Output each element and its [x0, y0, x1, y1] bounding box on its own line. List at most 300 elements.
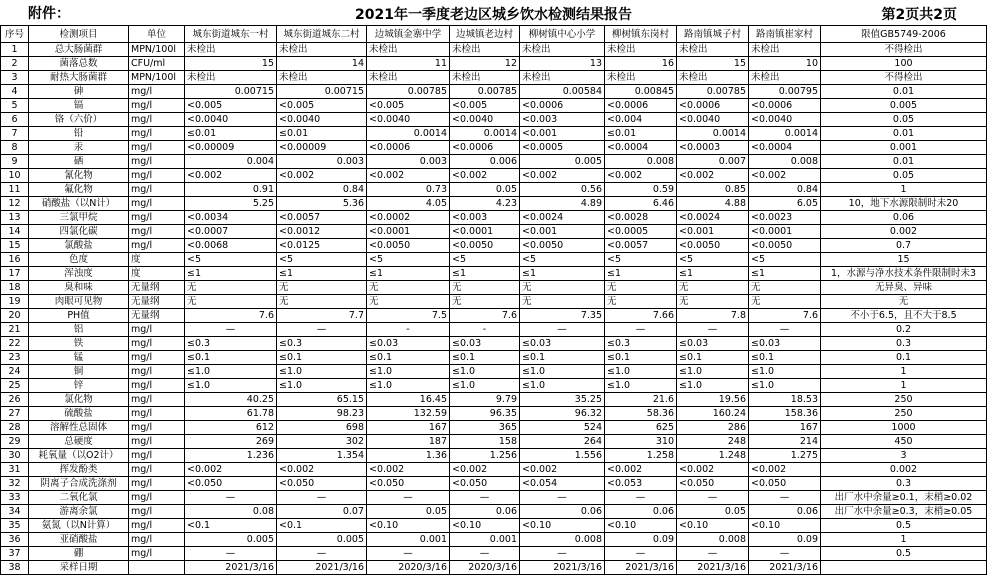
- table-row: [1, 43, 987, 57]
- result-cell: <0.002: [367, 169, 450, 183]
- unit-cell: mg/l: [129, 533, 185, 547]
- row-number: 24: [1, 365, 29, 379]
- result-cell: 1.258: [605, 449, 677, 463]
- result-cell: 0.09: [749, 533, 821, 547]
- result-cell: 无: [367, 281, 450, 295]
- result-cell: ≤1.0: [277, 379, 367, 393]
- limit-cell: 15: [821, 253, 987, 267]
- result-cell: <0.0023: [749, 211, 821, 225]
- result-cell: 16: [605, 57, 677, 71]
- result-cell: 1.236: [185, 449, 277, 463]
- result-cell: 0.003: [277, 155, 367, 169]
- result-cell: 0.008: [520, 533, 605, 547]
- result-cell: <0.0057: [277, 211, 367, 225]
- table-row: [1, 477, 987, 491]
- result-cell: <0.0125: [277, 239, 367, 253]
- limit-cell: 出厂水中余量≥0.3，末梢≥0.05: [821, 505, 987, 519]
- result-cell: ≤1: [185, 267, 277, 281]
- result-cell: 5.36: [277, 197, 367, 211]
- limit-cell: 0.05: [821, 169, 987, 183]
- result-cell: ≤0.1: [520, 351, 605, 365]
- result-cell: <0.0006: [605, 99, 677, 113]
- result-cell: 2021/3/16: [185, 561, 277, 575]
- result-cell: —: [677, 323, 749, 337]
- test-item: 硼: [29, 547, 129, 561]
- result-cell: <0.002: [277, 463, 367, 477]
- result-cell: 286: [677, 421, 749, 435]
- result-cell: 0.00715: [185, 85, 277, 99]
- attachment-label: 附件：: [28, 6, 70, 22]
- result-cell: 9.79: [450, 393, 520, 407]
- result-cell: —: [520, 323, 605, 337]
- result-cell: <0.002: [185, 169, 277, 183]
- test-item: 氟化物: [29, 183, 129, 197]
- column-header: 边城镇金寨中学: [367, 26, 450, 43]
- result-cell: ≤1.0: [520, 365, 605, 379]
- result-cell: <0.10: [520, 519, 605, 533]
- result-cell: 1.275: [749, 449, 821, 463]
- test-item: 镉: [29, 99, 129, 113]
- unit-cell: CFU/ml: [129, 57, 185, 71]
- result-cell: <5: [367, 253, 450, 267]
- result-cell: —: [749, 491, 821, 505]
- result-cell: ≤0.03: [677, 337, 749, 351]
- result-cell: ≤1.0: [605, 379, 677, 393]
- result-cell: ≤1: [450, 267, 520, 281]
- limit-cell: 100: [821, 57, 987, 71]
- result-cell: 未检出: [367, 71, 450, 85]
- test-item: 汞: [29, 141, 129, 155]
- result-cell: 7.6: [450, 309, 520, 323]
- result-cell: 未检出: [277, 71, 367, 85]
- result-cell: 15: [677, 57, 749, 71]
- table-row: [1, 169, 987, 183]
- table-row: [1, 211, 987, 225]
- table-row: [1, 253, 987, 267]
- result-cell: 未检出: [605, 43, 677, 57]
- result-cell: <0.050: [677, 477, 749, 491]
- result-cell: —: [520, 491, 605, 505]
- result-cell: <0.005: [367, 99, 450, 113]
- result-cell: 58.36: [605, 407, 677, 421]
- result-cell: 0.00584: [520, 85, 605, 99]
- row-number: 18: [1, 281, 29, 295]
- unit-cell: mg/l: [129, 519, 185, 533]
- table-row: [1, 351, 987, 365]
- limit-cell: 1，水源与净水技术条件限制时未3: [821, 267, 987, 281]
- result-cell: 302: [277, 435, 367, 449]
- result-cell: <0.004: [605, 113, 677, 127]
- result-cell: <0.002: [520, 463, 605, 477]
- unit-cell: [129, 561, 185, 575]
- unit-cell: mg/l: [129, 393, 185, 407]
- result-cell: 无: [677, 281, 749, 295]
- unit-cell: mg/l: [129, 463, 185, 477]
- result-cell: <0.002: [749, 169, 821, 183]
- test-item: 耗氧量（以O2计）: [29, 449, 129, 463]
- result-cell: <0.050: [749, 477, 821, 491]
- result-cell: ≤1.0: [520, 379, 605, 393]
- test-item: 色度: [29, 253, 129, 267]
- result-cell: <0.0006: [749, 99, 821, 113]
- row-number: 7: [1, 127, 29, 141]
- result-cell: ≤1.0: [367, 379, 450, 393]
- result-cell: 365: [450, 421, 520, 435]
- result-cell: 7.8: [677, 309, 749, 323]
- result-cell: 0.001: [450, 533, 520, 547]
- limit-cell: 无: [821, 295, 987, 309]
- result-cell: <0.0005: [605, 225, 677, 239]
- limit-cell: 0.01: [821, 85, 987, 99]
- result-cell: <0.0040: [367, 113, 450, 127]
- result-cell: <0.0050: [520, 239, 605, 253]
- result-cell: 无: [450, 281, 520, 295]
- result-cell: 0.008: [605, 155, 677, 169]
- result-cell: <0.0001: [367, 225, 450, 239]
- table-row: [1, 183, 987, 197]
- unit-cell: mg/l: [129, 113, 185, 127]
- result-cell: <0.002: [749, 463, 821, 477]
- result-cell: 无: [749, 281, 821, 295]
- result-cell: <0.003: [520, 113, 605, 127]
- table-row: [1, 85, 987, 99]
- result-cell: <0.0040: [749, 113, 821, 127]
- result-cell: 1.556: [520, 449, 605, 463]
- test-item: 总大肠菌群: [29, 43, 129, 57]
- result-cell: 无: [605, 281, 677, 295]
- result-cell: 7.35: [520, 309, 605, 323]
- result-cell: 98.23: [277, 407, 367, 421]
- test-item: 臭和味: [29, 281, 129, 295]
- result-cell: <0.001: [520, 127, 605, 141]
- result-cell: 0.09: [605, 533, 677, 547]
- limit-cell: 0.7: [821, 239, 987, 253]
- table-row: [1, 547, 987, 561]
- table-row: [1, 435, 987, 449]
- limit-cell: 0.3: [821, 337, 987, 351]
- table-row: [1, 323, 987, 337]
- result-cell: 无: [185, 281, 277, 295]
- result-cell: ≤0.3: [605, 337, 677, 351]
- result-cell: <0.002: [450, 169, 520, 183]
- result-cell: 0.91: [185, 183, 277, 197]
- result-cell: <0.10: [677, 519, 749, 533]
- result-cell: ≤0.1: [277, 351, 367, 365]
- limit-cell: 0.05: [821, 113, 987, 127]
- column-header: 单位: [129, 26, 185, 43]
- limit-cell: 0.1: [821, 351, 987, 365]
- result-cell: ≤1: [677, 267, 749, 281]
- result-cell: 未检出: [450, 71, 520, 85]
- limit-cell: 0.01: [821, 155, 987, 169]
- result-cell: —: [605, 547, 677, 561]
- test-item: 肉眼可见物: [29, 295, 129, 309]
- unit-cell: mg/l: [129, 547, 185, 561]
- unit-cell: mg/l: [129, 225, 185, 239]
- result-cell: <5: [277, 253, 367, 267]
- result-cell: ≤0.01: [277, 127, 367, 141]
- row-number: 37: [1, 547, 29, 561]
- table-row: [1, 519, 987, 533]
- unit-cell: 度: [129, 253, 185, 267]
- unit-cell: mg/l: [129, 365, 185, 379]
- result-cell: 15: [185, 57, 277, 71]
- test-item: 氨氮（以N计算）: [29, 519, 129, 533]
- unit-cell: mg/l: [129, 351, 185, 365]
- result-cell: 524: [520, 421, 605, 435]
- result-cell: 无: [450, 295, 520, 309]
- result-cell: 158.36: [749, 407, 821, 421]
- table-row: [1, 239, 987, 253]
- row-number: 36: [1, 533, 29, 547]
- result-cell: ≤1: [367, 267, 450, 281]
- result-cell: 158: [450, 435, 520, 449]
- result-cell: <0.0006: [677, 99, 749, 113]
- result-cell: 0.003: [367, 155, 450, 169]
- result-cell: <0.002: [677, 463, 749, 477]
- result-cell: 0.06: [749, 505, 821, 519]
- result-cell: 0.73: [367, 183, 450, 197]
- table-header: [1, 26, 987, 43]
- result-cell: <0.0050: [749, 239, 821, 253]
- result-cell: ≤1.0: [450, 365, 520, 379]
- result-cell: 698: [277, 421, 367, 435]
- result-cell: 未检出: [749, 43, 821, 57]
- result-cell: <0.0004: [605, 141, 677, 155]
- result-cell: 2021/3/16: [520, 561, 605, 575]
- unit-cell: mg/l: [129, 211, 185, 225]
- table-row: [1, 295, 987, 309]
- result-cell: 0.05: [367, 505, 450, 519]
- row-number: 12: [1, 197, 29, 211]
- table-row: [1, 127, 987, 141]
- result-cell: <0.0040: [185, 113, 277, 127]
- table-row: [1, 421, 987, 435]
- result-cell: ≤1.0: [677, 379, 749, 393]
- result-cell: 无: [749, 295, 821, 309]
- table-row: [1, 155, 987, 169]
- unit-cell: 无量纲: [129, 281, 185, 295]
- result-cell: —: [185, 491, 277, 505]
- unit-cell: mg/l: [129, 155, 185, 169]
- result-cell: <0.0001: [450, 225, 520, 239]
- result-cell: 0.005: [185, 533, 277, 547]
- result-cell: <0.003: [450, 211, 520, 225]
- result-cell: 0.08: [185, 505, 277, 519]
- result-cell: 35.25: [520, 393, 605, 407]
- result-cell: ≤1.0: [677, 365, 749, 379]
- result-cell: —: [185, 323, 277, 337]
- result-cell: 14: [277, 57, 367, 71]
- test-item: 阴离子合成洗涤剂: [29, 477, 129, 491]
- result-cell: ≤0.03: [367, 337, 450, 351]
- result-cell: 625: [605, 421, 677, 435]
- result-cell: 0.59: [605, 183, 677, 197]
- result-cell: <0.002: [520, 169, 605, 183]
- test-item: 采样日期: [29, 561, 129, 575]
- test-item: 氯酸盐: [29, 239, 129, 253]
- result-cell: 7.6: [185, 309, 277, 323]
- test-item: 锰: [29, 351, 129, 365]
- row-number: 11: [1, 183, 29, 197]
- test-item: 氰化物: [29, 169, 129, 183]
- result-cell: 2021/3/16: [277, 561, 367, 575]
- limit-cell: 450: [821, 435, 987, 449]
- result-cell: 0.006: [450, 155, 520, 169]
- row-number: 3: [1, 71, 29, 85]
- row-number: 28: [1, 421, 29, 435]
- result-cell: 无: [677, 295, 749, 309]
- result-cell: 2021/3/16: [605, 561, 677, 575]
- report-header: [0, 0, 987, 25]
- result-cell: —: [677, 547, 749, 561]
- row-number: 26: [1, 393, 29, 407]
- result-cell: 214: [749, 435, 821, 449]
- result-cell: ≤0.3: [277, 337, 367, 351]
- row-number: 20: [1, 309, 29, 323]
- limit-cell: 出厂水中余量≥0.1，末梢≥0.02: [821, 491, 987, 505]
- result-cell: <5: [185, 253, 277, 267]
- result-cell: <0.002: [605, 169, 677, 183]
- result-cell: 248: [677, 435, 749, 449]
- result-cell: 无: [277, 295, 367, 309]
- result-cell: 无: [520, 295, 605, 309]
- result-cell: 无: [185, 295, 277, 309]
- result-cell: ≤0.03: [450, 337, 520, 351]
- result-cell: <0.002: [605, 463, 677, 477]
- result-cell: <0.10: [605, 519, 677, 533]
- result-cell: 0.008: [677, 533, 749, 547]
- column-header: 限值GB5749-2006: [821, 26, 987, 43]
- result-cell: 96.35: [450, 407, 520, 421]
- table-body: [1, 43, 987, 575]
- result-cell: 0.05: [677, 505, 749, 519]
- result-cell: ≤1.0: [277, 365, 367, 379]
- row-number: 6: [1, 113, 29, 127]
- result-cell: <0.001: [677, 225, 749, 239]
- result-cell: 612: [185, 421, 277, 435]
- result-cell: <0.0006: [450, 141, 520, 155]
- result-cell: <0.005: [185, 99, 277, 113]
- limit-cell: 0.002: [821, 463, 987, 477]
- result-cell: 12: [450, 57, 520, 71]
- result-cell: -: [450, 323, 520, 337]
- test-item: 菌落总数: [29, 57, 129, 71]
- column-header: 柳树镇东岗村: [605, 26, 677, 43]
- result-cell: <0.005: [277, 99, 367, 113]
- unit-cell: mg/l: [129, 505, 185, 519]
- column-header: 检测项目: [29, 26, 129, 43]
- test-item: 铬（六价）: [29, 113, 129, 127]
- result-cell: <0.0040: [677, 113, 749, 127]
- result-cell: <0.0004: [749, 141, 821, 155]
- result-cell: ≤0.1: [605, 351, 677, 365]
- test-item: 四氯化碳: [29, 225, 129, 239]
- result-cell: <0.0001: [749, 225, 821, 239]
- result-cell: 未检出: [677, 71, 749, 85]
- result-cell: <0.002: [450, 463, 520, 477]
- result-cell: —: [520, 547, 605, 561]
- result-cell: 1.354: [277, 449, 367, 463]
- table-row: [1, 449, 987, 463]
- result-cell: 167: [367, 421, 450, 435]
- header-row: [1, 26, 987, 43]
- result-cell: 96.32: [520, 407, 605, 421]
- result-cell: 61.78: [185, 407, 277, 421]
- result-cell: —: [277, 547, 367, 561]
- row-number: 38: [1, 561, 29, 575]
- table-row: [1, 99, 987, 113]
- unit-cell: mg/l: [129, 435, 185, 449]
- result-cell: <0.002: [277, 169, 367, 183]
- result-cell: ≤0.1: [185, 351, 277, 365]
- result-cell: 0.00795: [749, 85, 821, 99]
- result-cell: <0.0040: [450, 113, 520, 127]
- result-cell: <0.0003: [677, 141, 749, 155]
- result-cell: ≤0.03: [749, 337, 821, 351]
- limit-cell: 不小于6.5，且不大于8.5: [821, 309, 987, 323]
- row-number: 14: [1, 225, 29, 239]
- result-cell: ≤1: [520, 267, 605, 281]
- limit-cell: 10，地下水源限制时未20: [821, 197, 987, 211]
- result-cell: 未检出: [185, 43, 277, 57]
- result-cell: 0.00715: [277, 85, 367, 99]
- result-cell: 0.06: [450, 505, 520, 519]
- result-cell: 0.004: [185, 155, 277, 169]
- result-cell: 2020/3/16: [450, 561, 520, 575]
- row-number: 8: [1, 141, 29, 155]
- result-cell: 0.008: [749, 155, 821, 169]
- result-cell: 0.06: [520, 505, 605, 519]
- result-cell: 2021/3/16: [677, 561, 749, 575]
- result-cell: 6.05: [749, 197, 821, 211]
- column-header: 柳树镇中心小学: [520, 26, 605, 43]
- unit-cell: 无量纲: [129, 295, 185, 309]
- test-item: 氯化物: [29, 393, 129, 407]
- unit-cell: MPN/100l: [129, 71, 185, 85]
- result-cell: <0.005: [450, 99, 520, 113]
- result-cell: ≤0.01: [605, 127, 677, 141]
- result-cell: <0.0006: [367, 141, 450, 155]
- row-number: 5: [1, 99, 29, 113]
- result-cell: —: [277, 491, 367, 505]
- result-cell: —: [605, 323, 677, 337]
- table-row: [1, 141, 987, 155]
- result-cell: ≤1: [749, 267, 821, 281]
- result-cell: <0.0057: [605, 239, 677, 253]
- page-indicator: 第2页共2页: [881, 7, 957, 23]
- test-item: PH值: [29, 309, 129, 323]
- table-row: [1, 267, 987, 281]
- result-cell: 未检出: [450, 43, 520, 57]
- table-row: [1, 113, 987, 127]
- row-number: 27: [1, 407, 29, 421]
- result-cell: 7.7: [277, 309, 367, 323]
- unit-cell: mg/l: [129, 421, 185, 435]
- row-number: 16: [1, 253, 29, 267]
- result-cell: <0.0002: [367, 211, 450, 225]
- result-cell: <0.0040: [277, 113, 367, 127]
- limit-cell: 1: [821, 183, 987, 197]
- result-cell: <0.1: [277, 519, 367, 533]
- result-cell: 7.66: [605, 309, 677, 323]
- result-cell: ≤0.1: [677, 351, 749, 365]
- result-cell: 1.36: [367, 449, 450, 463]
- column-header: 路南镇城子村: [677, 26, 749, 43]
- result-cell: <5: [450, 253, 520, 267]
- unit-cell: mg/l: [129, 99, 185, 113]
- result-cell: 0.00785: [677, 85, 749, 99]
